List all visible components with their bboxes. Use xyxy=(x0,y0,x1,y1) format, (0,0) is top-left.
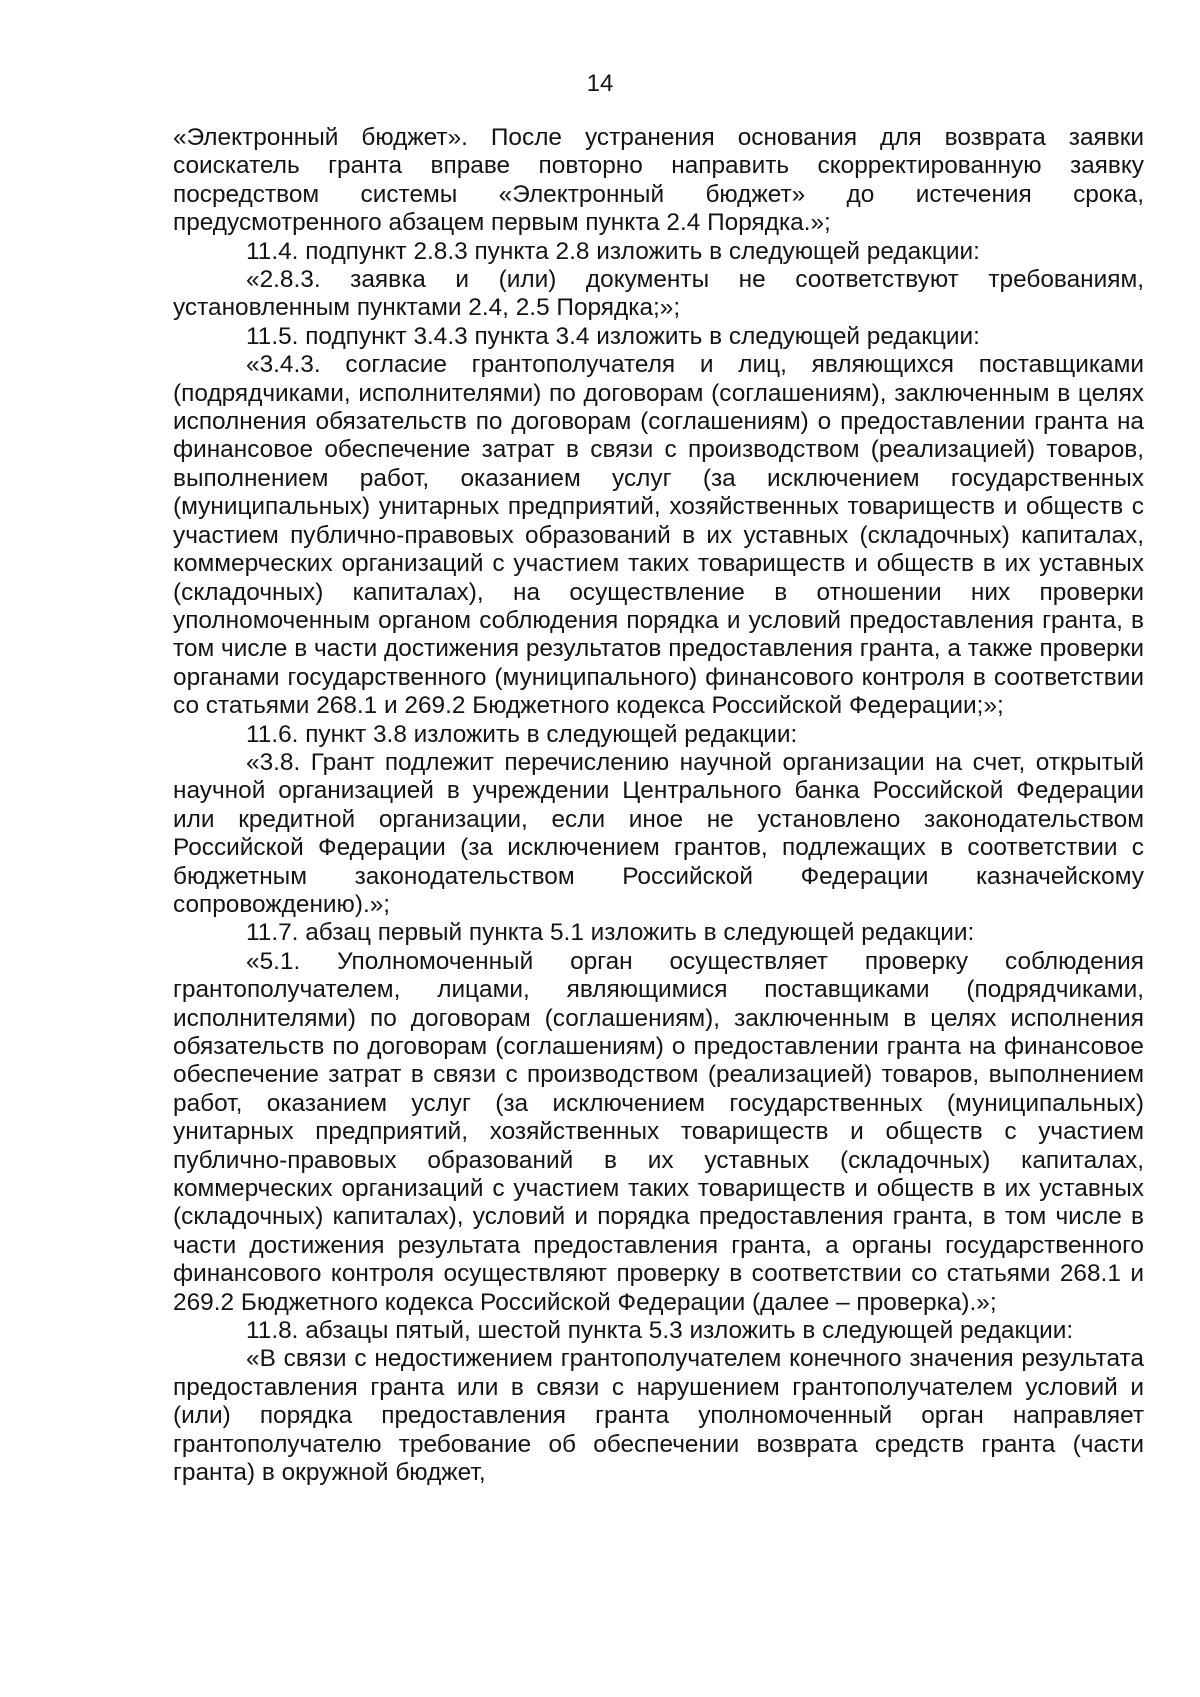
document-body xyxy=(173,124,1144,1488)
paragraph: 11.8. абзацы пятый, шестой пункта 5.3 изложить в следующей редакции: xyxy=(246,1317,1074,1345)
paragraph: 11.5. подпункт 3.4.3 пункта 3.4 изложить в следующей редакции: xyxy=(246,322,980,350)
paragraph: «Электронный бюджет». После устранения основания для возврата заявки соискатель гранта вправе повторно направить скорректированную заявку посредством системы «Электронный бюджет» до истечения срока, предусмотренного абзацем первым пункта 2.4 Порядка.»; xyxy=(173,124,1144,237)
paragraph: «3.4.3. согласие грантополучателя и лиц, являющихся поставщиками (подрядчиками, исполнителями) по договорам (соглашениям), заключенным в целях исполнения обязательств по договорам (соглашениям) о предоставлении гранта на финансовое обеспечение затрат в связи с производством (реализацией) товаров, выполнением работ, оказанием услуг (за исключением государственных (муниципальных) унитарных предприятий, хозяйственных товариществ и обществ с участием публично-правовых образований в их уставных (складочных) капиталах, коммерческих организаций с участием таких товариществ и обществ в их уставных (складочных) капиталах), на осуществление в отношении них проверки уполномоченным органом соблюдения порядка и условий предоставления гранта, в том числе в части достижения результатов предоставления гранта, а также проверки органами государственного (муниципального) финансового контроля в соответствии со статьями 268.1 и 269.2 Бюджетного кодекса Российской Федерации;»; xyxy=(173,351,1144,720)
paragraph: «5.1. Уполномоченный орган осуществляет проверку соблюдения грантополучателем, лицами, являющимися поставщиками (подрядчиками, исполнителями) по договорам (соглашениям), заключенным в целях исполнения обязательств по договорам (соглашениям) о предоставлении гранта на финансовое обеспечение затрат в связи с производством (реализацией) товаров, выполнением работ, оказанием услуг (за исключением государственных (муниципальных) унитарных предприятий, хозяйственных товариществ и обществ с участием публично-правовых образований в их уставных (складочных) капиталах, коммерческих организаций с участием таких товариществ и обществ в их уставных (складочных) капиталах), условий и порядка предоставления гранта, в том числе в части достижения результата предоставления гранта, а органы государственного финансового контроля осуществляют проверку в соответствии со статьями 268.1 и 269.2 Бюджетного кодекса Российской Федерации (далее – проверка).»; xyxy=(173,947,1144,1316)
paragraph: 11.7. абзац первый пункта 5.1 изложить в следующей редакции: xyxy=(246,919,975,947)
paragraph: «3.8. Грант подлежит перечислению научной организации на счет, открытый научной организацией в учреждении Центрального банка Российской Федерации или кредитной организации, если иное не установлено законодательством Российской Федерации (за исключением грантов, подлежащих в соответствии с бюджетным законодательством Российской Федерации казначейскому сопровождению).»; xyxy=(173,748,1144,918)
paragraph: 11.6. пункт 3.8 изложить в следующей редакции: xyxy=(246,720,798,748)
paragraph: «2.8.3. заявка и (или) документы не соответствуют требованиям, установленным пунктами 2.4, 2.5 Порядка;»; xyxy=(173,266,1144,322)
paragraph: 11.4. подпункт 2.8.3 пункта 2.8 изложить в следующей редакции: xyxy=(246,237,980,265)
paragraph: «В связи с недостижением грантополучателем конечного значения результата предоставления гранта или в связи с нарушением грантополучателем условий и (или) порядка предоставления гранта уполномоченный орган направляет грантополучателю требование об обеспечении возврата средств гранта (части гранта) в окружной бюджет, xyxy=(173,1345,1144,1487)
page-number: 14 xyxy=(586,70,614,97)
